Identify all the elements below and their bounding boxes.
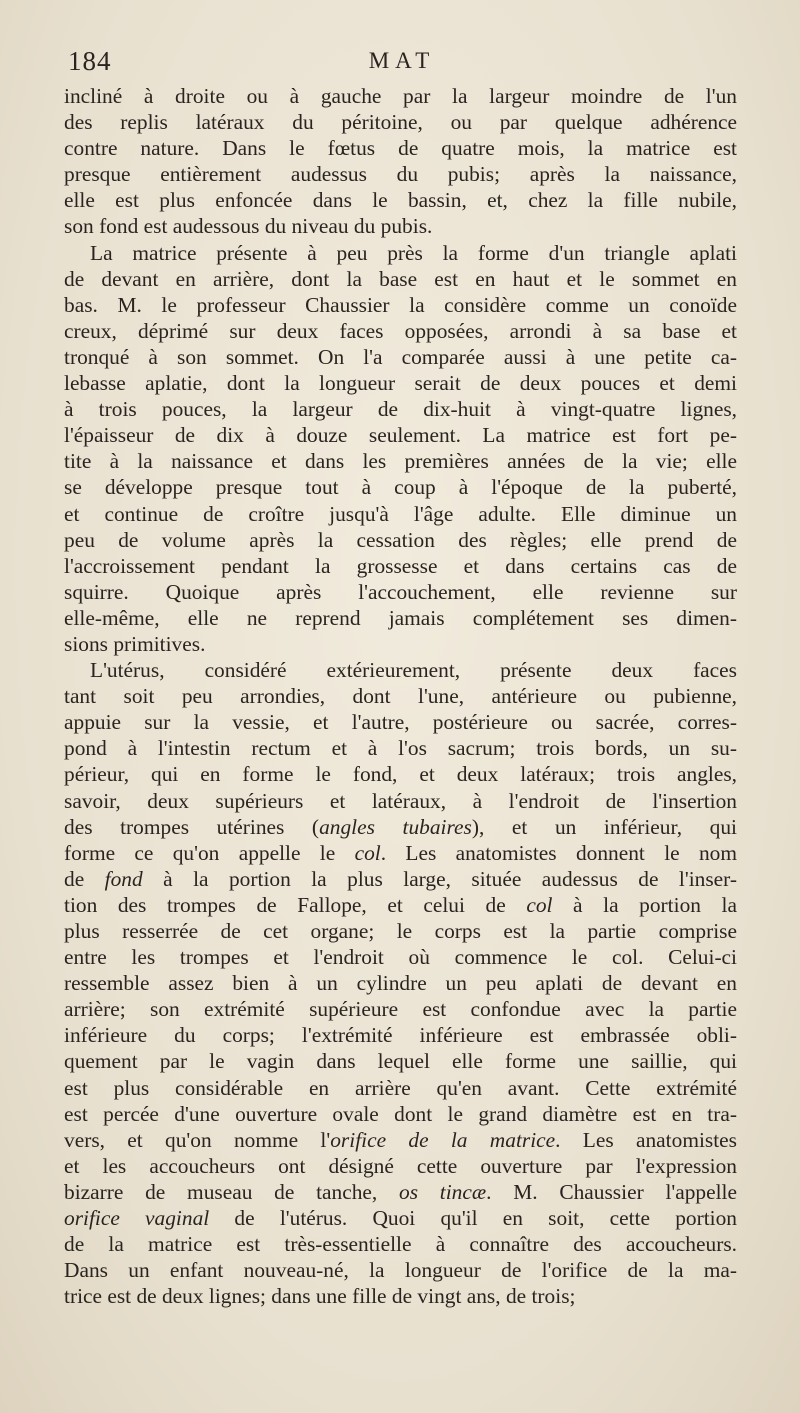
paragraph	[64, 657, 737, 1309]
text-line: squirre. Quoique après l'accouchement, elle revienne sur	[64, 579, 737, 604]
text-line: quement par le vagin dans lequel elle forme une saillie, qui	[64, 1049, 737, 1074]
paragraph	[64, 83, 737, 240]
running-head: MAT	[368, 48, 436, 73]
text-line: bizarre de museau de tanche, os tincæ. M. Chaussier l'appelle	[64, 1179, 737, 1204]
text-line: et les accoucheurs ont désigné cette ouverture par l'expression	[64, 1153, 737, 1178]
text-line: vers, et qu'on nomme l'orifice de la matrice. Les anatomistes	[64, 1127, 737, 1152]
text-line: de fond à la portion la plus large, située audessus de l'inser-	[64, 866, 737, 891]
text-line: elle-même, elle ne reprend jamais complétement ses dimen-	[64, 605, 737, 630]
text-line: à trois pouces, la largeur de dix-huit à vingt-quatre lignes,	[64, 397, 737, 422]
text-line: incliné à droite ou à gauche par la largeur moindre de l'un	[64, 84, 737, 108]
text-line: presque entièrement audessus du pubis; après la naissance,	[64, 162, 737, 187]
text-line: plus resserrée de cet organe; le corps est la partie comprise	[64, 919, 737, 943]
text-line: entre les trompes et l'endroit où commence le col. Celui-ci	[64, 945, 737, 970]
text-line: L'utérus, considéré extérieurement, présente deux faces	[90, 658, 737, 683]
text-line: se développe presque tout à coup à l'époque de la puberté,	[64, 475, 737, 500]
text-line: des replis latéraux du péritoine, ou par quelque adhérence	[64, 110, 737, 135]
text-line: inférieure du corps; l'extrémité inférieure est embrassée obli-	[64, 1023, 737, 1048]
page-header	[64, 46, 740, 86]
text-line: tant soit peu arrondies, dont l'une, antérieure ou pubienne,	[64, 684, 737, 709]
text-line: La matrice présente à peu près la forme d'un triangle aplati	[90, 240, 737, 265]
text-line: arrière; son extrémité supérieure est confondue avec la partie	[64, 997, 737, 1022]
text-line: périeur, qui en forme le fond, et deux latéraux; trois angles,	[64, 762, 737, 787]
page-number: 184	[68, 46, 112, 76]
text-line: bas. M. le professeur Chaussier la considère comme un conoïde	[64, 292, 737, 317]
text-line: forme ce qu'on appelle le col. Les anatomistes donnent le nom	[64, 840, 737, 865]
text-line: savoir, deux supérieurs et latéraux, à l'endroit de l'insertion	[64, 788, 737, 813]
text-line: et continue de croître jusqu'à l'âge adulte. Elle diminue un	[64, 501, 737, 526]
text-line: l'accroissement pendant la grossesse et dans certains cas de	[64, 553, 737, 578]
text-line: tronqué à son sommet. On l'a comparée aussi à une petite ca-	[64, 344, 737, 369]
text-line: trice est de deux lignes; dans une fille de vingt ans, de trois;	[64, 1284, 576, 1309]
text-line: ressemble assez bien à un cylindre un peu aplati de devant en	[64, 971, 737, 996]
text-line: creux, déprimé sur deux faces opposées, arrondi à sa base et	[64, 318, 737, 343]
text-line: orifice vaginal de l'utérus. Quoi qu'il en soit, cette portion	[64, 1206, 737, 1231]
text-line: son fond est audessous du niveau du pubis.	[64, 214, 433, 239]
text-line: pond à l'intestin rectum et à l'os sacrum; trois bords, un su-	[64, 736, 737, 761]
text-line: est percée d'une ouverture ovale dont le grand diamètre est en tra-	[64, 1101, 737, 1126]
text-line: des trompes utérines (angles tubaires), et un inférieur, qui	[64, 814, 737, 839]
text-line: elle est plus enfoncée dans le bassin, et, chez la fille nubile,	[64, 188, 737, 213]
text-line: contre nature. Dans le fœtus de quatre mois, la matrice est	[64, 136, 737, 161]
text-line: peu de volume après la cessation des règles; elle prend de	[64, 527, 737, 552]
paragraph	[64, 240, 737, 658]
text-line: est plus considérable en arrière qu'en avant. Cette extrémité	[64, 1075, 737, 1100]
text-line: tion des trompes de Fallope, et celui de col à la portion la	[64, 892, 737, 917]
text-line: de devant en arrière, dont la base est en haut et le sommet en	[64, 266, 737, 291]
text-line: appuie sur la vessie, et l'autre, postérieure ou sacrée, corres-	[64, 710, 737, 735]
text-line: Dans un enfant nouveau-né, la longueur de l'orifice de la ma-	[64, 1258, 737, 1283]
text-line: tite à la naissance et dans les premières années de la vie; elle	[64, 449, 737, 474]
text-line: de la matrice est très-essentielle à connaître des accoucheurs.	[64, 1232, 737, 1257]
text-line: lebasse aplatie, dont la longueur serait de deux pouces et demi	[64, 371, 737, 396]
text-line: sions primitives.	[64, 631, 206, 656]
text-line: l'épaisseur de dix à douze seulement. La matrice est fort pe-	[64, 423, 737, 448]
body-text	[64, 83, 737, 1309]
